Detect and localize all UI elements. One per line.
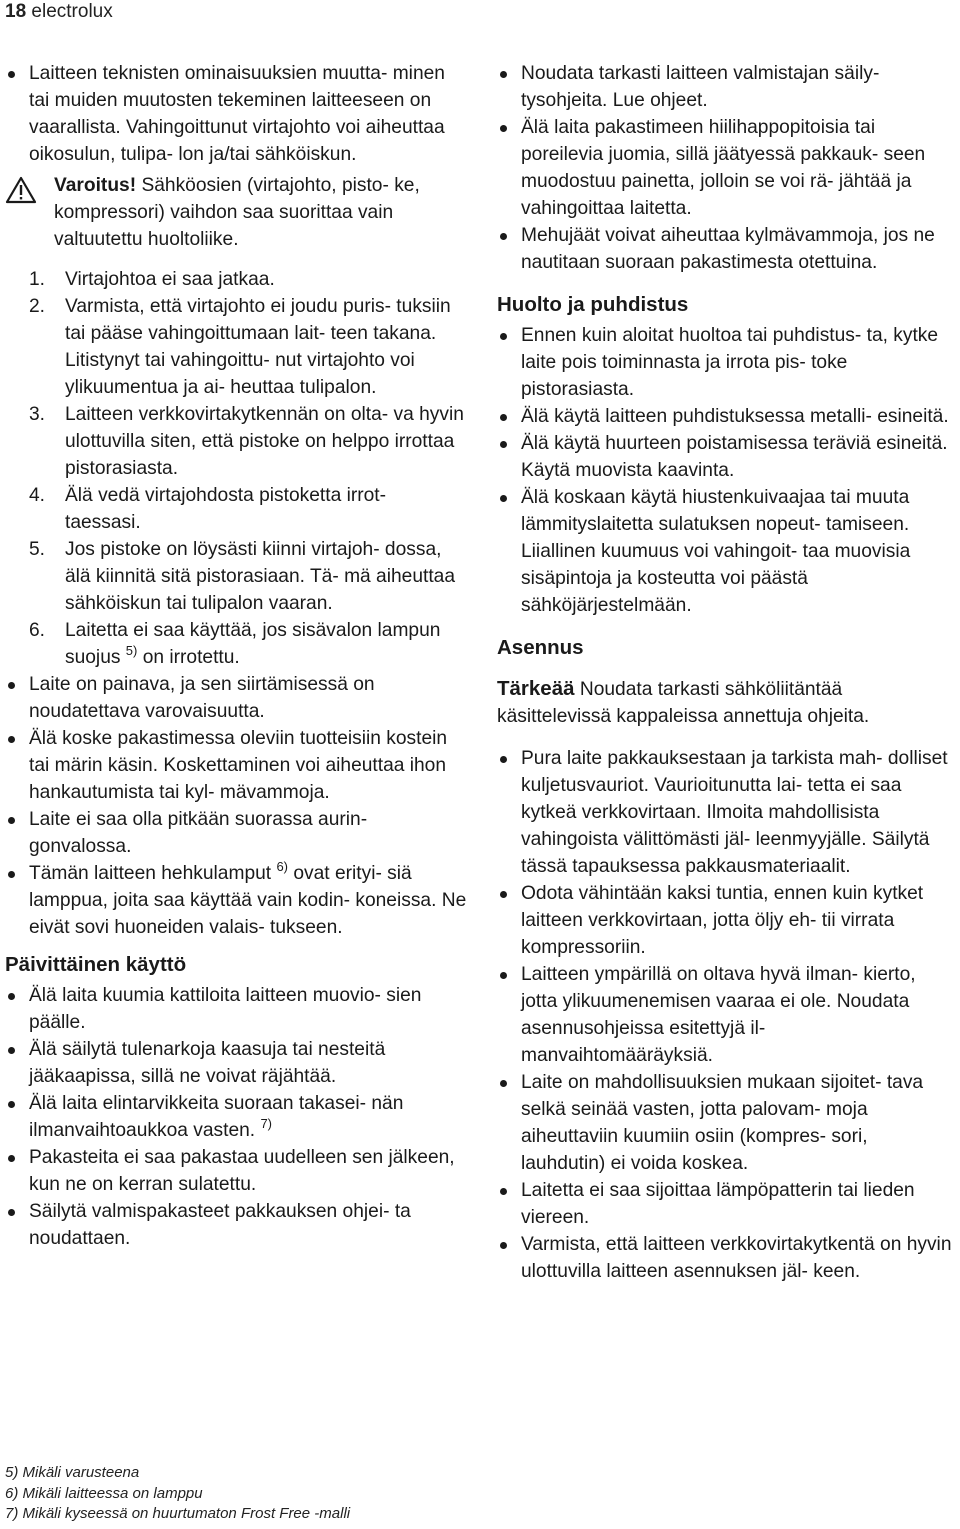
page-number: 18 [5, 1, 27, 22]
list-item: Älä laita elintarvikkeita suoraan takasei- nän ilmanvaihtoaukkoa vasten. $^{7)}$ [5, 1090, 467, 1144]
list-item: Laite on painava, ja sen siirtämisessä on noudatettava varovaisuutta. [5, 671, 467, 725]
list-item: Noudata tarkasti laitteen valmistajan säily- tysohjeita. Lue ohjeet. [497, 60, 957, 114]
numbered-item: 5. Jos pistoke on löysästi kiinni virtajoh- dossa, älä kiinnitä sitä pistorasiaan. Tä- mä aiheuttaa sähköiskun tai tulipalon vaaran. [29, 539, 456, 614]
numbered-item: 4. Älä vedä virtajohdosta pistoketta irrot- taessasi. [29, 485, 387, 533]
list-item: Ennen kuin aloitat huoltoa tai puhdistus- ta, kytke laite pois toiminnasta ja irrota pis- toke pistorasiasta. [497, 322, 957, 403]
important-label: Tärkeää [497, 677, 575, 700]
footnote-ref: 6) [276, 859, 289, 874]
page-header [5, 0, 113, 24]
list-item: Pakasteita ei saa pakastaa uudelleen sen jälkeen, kun ne on kerran sulatettu. [5, 1144, 467, 1198]
list-item: Älä laita kuumia kattiloita laitteen muovio- sien päälle. [5, 982, 467, 1036]
numbered-item: 2. Varmista, että virtajohto ei joudu puris- tuksiin tai pääse vahingoittumaan lait- teen takana. Litistynyt tai vahingoittu- nut virtajohto voi ylikuumentua ja ai- heuttaa tulipalon. [29, 296, 451, 398]
warning-block: Varoitus! Sähköosien (virtajohto, pisto- ke, kompressori) vaihdon saa suorittaa vain valtuutettu huoltoliike. [5, 172, 467, 253]
numbered-item: 1. Virtajohtoa ei saa jatkaa. [29, 269, 275, 290]
numbered-item: 6. Laitetta ei saa käyttää, jos sisävalon lampun suojus $^{5)}$ on irrotettu. [29, 620, 441, 668]
list-item: Älä käytä laitteen puhdistuksessa metalli- esineitä. [497, 403, 957, 430]
list-item: Laitetta ei saa sijoittaa lämpöpatterin tai lieden viereen. [497, 1177, 957, 1231]
list-item: Älä laita pakastimeen hiilihappopitoisia tai poreilevia juomia, sillä jäätyessä pakkauk- seen muodostuu painetta, jolloin se voi rä- jähtää ja vahingoittaa laitetta. [497, 114, 957, 222]
list-item: Älä käytä huurteen poistamisessa teräviä esineitä. Käytä muovista kaavinta. [497, 430, 957, 484]
list-item: Älä säilytä tulenarkoja kaasuja tai nesteitä jääkaapissa, sillä ne voivat räjähtää. [5, 1036, 467, 1090]
footnotes [5, 1463, 605, 1525]
list-item: Pura laite pakkauksestaan ja tarkista mah- dolliset kuljetusvauriot. Vaurioitunutta lai- tetta ei saa kytkeä verkkovirtaan. Ilmoita mahdollisista vahingoista välittömästi jäl- leenmyyjälle. Säilytä tässä tapauksessa pakkausmateriaalit. [497, 745, 957, 880]
brand-name: electrolux [31, 1, 113, 22]
list-item: Laite ei saa olla pitkään suorassa aurin- gonvalossa. [5, 806, 467, 860]
section-heading-installation: Asennus [497, 636, 584, 659]
warning-triangle-icon [5, 176, 37, 204]
list-item: Varmista, että laitteen verkkovirtakytkentä on hyvin ulottuvilla laitteen asennuksen jäl- keen. [497, 1231, 957, 1285]
list-item: Älä koske pakastimessa oleviin tuotteisiin kostein tai märin käsin. Koskettaminen voi aiheuttaa ihon hankautumista tai kyl- mävammoja. [5, 725, 467, 806]
section-heading-maintenance: Huolto ja puhdistus [497, 293, 689, 316]
footnote: 5) Mikäli varusteena [5, 1464, 140, 1481]
footnote-ref: 7) [260, 1116, 273, 1131]
list-item: Odota vähintään kaksi tuntia, ennen kuin kytket laitteen verkkovirtaan, jotta öljy eh- tii virrata kompressoriin. [497, 880, 957, 961]
list-item: Laite on mahdollisuuksien mukaan sijoitet- tava selkä seinää vasten, jotta palovam- moja aiheuttaviin kuumiin osiin (kompres- sori, lauhdutin) ei voida koskea. [497, 1069, 957, 1177]
footnote: 6) Mikäli laitteessa on lamppu [5, 1484, 203, 1502]
list-item: Säilytä valmispakasteet pakkauksen ohjei- ta noudattaen. [5, 1198, 467, 1252]
list-item: Tämän laitteen hehkulamput $^{6)}$ ovat erityi- siä lamppua, joita saa käyttää vain kodin- koneissa. Ne eivät sovi huoneiden valais- tukseen. [5, 860, 467, 941]
list-item: Laitteen teknisten ominaisuuksien muutta- minen tai muiden muutosten tekeminen laitteeseen on vaarallista. Vahingoittunut virtajohto voi aiheuttaa oikosulun, tulipa- lon ja/tai sähköiskun. [5, 60, 467, 168]
left-column [5, 60, 467, 1252]
list-item: Mehujäät voivat aiheuttaa kylmävammoja, jos ne nautitaan suoraan pakastimesta otettuina. [497, 222, 957, 276]
list-item: Älä koskaan käytä hiustenkuivaajaa tai muuta lämmityslaitetta sulatuksen nopeut- tamiseen. Liiallinen kuumuus voi vahingoit- taa muovisia sisäpintoja ja kosteutta voi päästä sähköjärjestelmään. [497, 484, 957, 619]
important-note: Tärkeää Noudata tarkasti sähköliitäntää käsittelevissä kappaleissa annettuja ohjeita. [497, 677, 870, 727]
warning-label: Varoitus! [54, 175, 137, 196]
footnote: 7) Mikäli kyseessä on huurtumaton Frost Free -malli [5, 1505, 351, 1522]
right-column [497, 60, 957, 1285]
section-heading-daily-use: Päivittäinen käyttö [5, 953, 187, 976]
list-item: Laitteen ympärillä on oltava hyvä ilman- kierto, jotta ylikuumenemisen vaaraa ei ole. Noudata asennusohjeissa esitettyjä il- manvaihtomääräyksiä. [497, 961, 957, 1069]
numbered-item: 3. Laitteen verkkovirtakytkennän on olta- va hyvin ulottuvilla siten, että pistoke on helppo irrottaa pistorasiasta. [29, 404, 464, 479]
footnote-ref: 5) [125, 643, 138, 658]
